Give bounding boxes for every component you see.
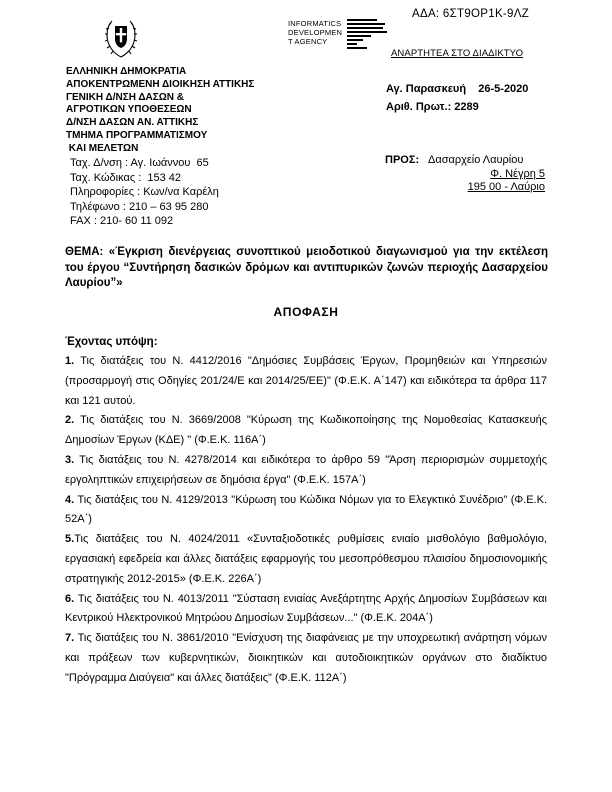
- contact-line: Ταχ. Κώδικας : 153 42: [70, 171, 182, 184]
- legal-basis-list: [65, 352, 547, 689]
- contact-details: [70, 156, 300, 229]
- recipient-street: Φ. Νέγρη 5: [490, 168, 545, 180]
- stamp-line: DEVELOPMEN: [288, 28, 343, 37]
- list-item: [65, 530, 547, 589]
- recipient-city: 195 00 - Λαύριο: [467, 181, 545, 193]
- list-item: [65, 352, 547, 411]
- contact-line: Τηλέφωνο : 210 – 63 95 280: [70, 200, 209, 213]
- item-number: 5.: [65, 533, 75, 546]
- greek-emblem-icon: [103, 17, 139, 59]
- dept-line: ΑΠΟΚΕΝΤΡΩΜΕΝΗ ΔΙΟΙΚΗΣΗ ΑΤΤΙΚΗΣ: [66, 78, 255, 90]
- contact-line: FAX : 210- 60 11 092: [70, 215, 174, 228]
- item-text: Τις διατάξεις του Ν. 3861/2010 "Ενίσχυση της διαφάνειας με την υποχρεωτική ανάρτηση νόμων και πράξεων των κυβερνητικών, διοικητικών και αυτοδιοικητικών οργάνων στο διαδίκτυο "Πρόγραμμα Διαύγεια" και άλλες διατάξεις" (Φ.Ε.Κ. 112Α΄): [65, 632, 547, 684]
- protocol-number: Αριθ. Πρωτ.: 2289: [386, 101, 479, 113]
- list-item: [65, 451, 547, 491]
- item-text: Τις διατάξεις του Ν. 3669/2008 "Κύρωση της Κωδικοποίησης της Νομοθεσίας Κατασκευής Δημοσίων Έργων (ΚΔΕ) " (Φ.Ε.Κ. 116Α΄): [65, 414, 547, 447]
- list-item: [65, 491, 547, 531]
- item-number: 2.: [65, 414, 75, 427]
- publish-online-note: ΑΝΑΡΤΗΤΕΑ ΣΤΟ ΔΙΑΔΙΚΤΥΟ: [391, 48, 524, 59]
- item-text: Τις διατάξεις του Ν. 4024/2011 «Συνταξιοδοτικές ρυθμίσεις ενιαίο μισθολόγιο βαθμολόγιο, εργασιακή εφεδρεία και άλλες διατάξεις εφαρμογής του μεσοπρόθεσμου πλαισίου δημοσιονομικής στρατηγικής 2012-2015» (Φ.Ε.Κ. 226Α΄): [65, 533, 547, 585]
- item-number: 1.: [65, 355, 75, 367]
- dept-line: ΤΜΗΜΑ ΠΡΟΓΡΑΜΜΑΤΙΣΜΟΥ: [66, 129, 208, 141]
- list-item: [65, 590, 547, 630]
- item-text: Τις διατάξεις του Ν. 4412/2016 "Δημόσιες Συμβάσεις Έργων, Προμηθειών και Υπηρεσιών (προσαρμογή στις Οδηγίες 201/24/Ε και 2014/25/ΕΕ)" (Φ.Ε.Κ. Α΄147) και ειδικότερα τα άρθρα 117 και 121 αυτού.: [65, 355, 547, 407]
- agency-stamp: [288, 19, 348, 46]
- signature-stamp-graphic: [347, 19, 397, 55]
- dept-line: Δ/ΝΣΗ ΔΑΣΩΝ ΑΝ. ΑΤΤΙΚΗΣ: [66, 117, 199, 129]
- stamp-line: T AGENCY: [288, 37, 328, 46]
- dept-line: ΕΛΛΗΝΙΚΗ ΔΗΜΟΚΡΑΤΙΑ: [66, 66, 187, 77]
- stamp-line: INFORMATICS: [288, 19, 342, 28]
- item-number: 6.: [65, 592, 75, 605]
- item-text: Τις διατάξεις του Ν. 4013/2011 "Σύσταση ενιαίας Ανεξάρτητης Αρχής Δημοσίων Συμβάσεων και Κεντρικού Ηλεκτρονικού Μητρώου Δημοσίων Συμβάσεων..." (Φ.Ε.Κ. 204Α΄): [65, 592, 547, 625]
- contact-line: Ταχ. Δ/νση : Αγ. Ιωάννου 65: [70, 157, 209, 169]
- item-text: Τις διατάξεις του Ν. 4129/2013 "Κύρωση του Κώδικα Νόμων για το Ελεγκτικό Συνέδριο" (Φ.Ε.Κ. 52Α΄): [65, 493, 547, 526]
- dept-line: ΚΑΙ ΜΕΛΕΤΩΝ: [66, 142, 139, 154]
- dept-line: ΑΓΡΟΤΙΚΩΝ ΥΠΟΘΕΣΕΩΝ: [66, 104, 192, 116]
- place-date: Αγ. Παρασκευή 26-5-2020: [386, 83, 529, 95]
- item-number: 4.: [65, 493, 75, 506]
- ada-code: ΑΔΑ: 6ΣΤ9ΟΡ1Κ-9ΛΖ: [412, 8, 530, 20]
- having-regard-heading: Έχοντας υπόψη:: [65, 336, 158, 348]
- recipient-name: Δασαρχείο Λαυρίου: [428, 154, 524, 166]
- subject-line: ΘΕΜΑ: «Έγκριση διενέργειας συνοπτικού μειοδοτικού διαγωνισμού για την εκτέλεση του έργου “Συντήρηση δασικών δρόμων και αντιπυρικών ζωνών περιοχής Δασαρχείου Λαυρίου”»: [65, 246, 548, 289]
- contact-line: Πληροφορίες : Κων/να Καρέλη: [70, 186, 219, 199]
- item-number: 7.: [65, 632, 75, 645]
- recipient-label: ΠΡΟΣ:: [385, 154, 420, 166]
- item-text: Τις διατάξεις του Ν. 4278/2014 και ειδικότερα το άρθρο 59 "Άρση περιορισμών συμμετοχής εργοληπτικών επιχειρήσεων σε δημόσια έργα" (Φ.Ε.Κ. 157Α΄): [65, 453, 547, 486]
- item-number: 3.: [65, 453, 75, 466]
- list-item: [65, 629, 547, 688]
- list-item: [65, 411, 547, 451]
- sender-department: [66, 66, 286, 156]
- dept-line: ΓΕΝΙΚΗ Δ/ΝΣΗ ΔΑΣΩΝ &: [66, 91, 184, 103]
- decision-title: ΑΠΟΦΑΣΗ: [273, 305, 339, 319]
